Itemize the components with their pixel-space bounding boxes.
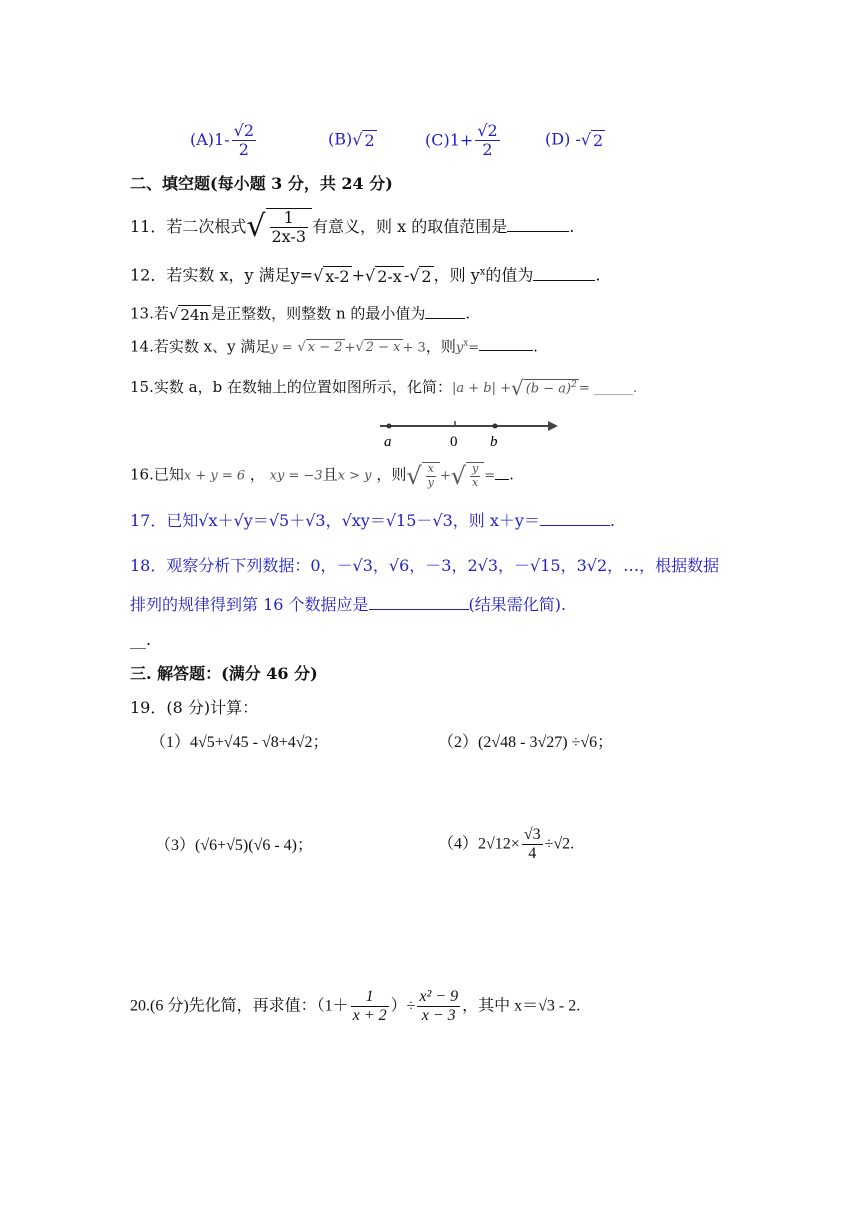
question-18-line1: 18．观察分析下列数据：0，－√3，√6，－3，2√3，－√15，3√2，…，根据数据	[130, 556, 720, 575]
section2-title: 二、填空题(每小题 3 分，共 24 分)	[130, 174, 393, 193]
question-15: 15.实数 a，b 在数轴上的位置如图所示，化简：|a + b| +√ $(b - a)^2$ = ______.	[130, 376, 637, 400]
label-b: b	[490, 434, 498, 450]
question-16: 16.已知x + y = 6 ， xy = −3且x > y ，则√ $\frac{x}{y}$ +√ $\frac{y}{x}$ = .	[130, 461, 514, 490]
question-14: 14.若实数 x、y 满足y = √ x − 2 +√ 2 − x + 3，则$y^x=$ .	[130, 337, 538, 356]
question-20: 20.(6 分)先化简，再求值：（1＋ $\frac{1}{x + 2}$ ）÷ $\frac{\text{x² − 9}}{x - 3}$ ，其中 x＝√3 - 2.	[130, 988, 581, 1025]
question-17: 17．已知√x＋√y＝√5＋√3，√xy＝√15－√3，则 x＋y＝ .	[130, 511, 615, 530]
question-19-part3: （3）(√6+√5)(√6 - 4)；	[155, 837, 314, 854]
question-11: 11．若二次根式√ $\frac{1}{2x-3}$ 有意义，则 x 的取值范围是 .	[130, 208, 575, 247]
question-19-title: 19．(8 分)计算：	[130, 698, 259, 717]
option-d: (D) -√ 2	[545, 129, 604, 150]
section3-title: 三. 解答题：(满分 46 分)	[130, 664, 318, 683]
question-19-part1: （1）4√5+√45 - √8+4√2；	[150, 734, 329, 751]
label-a: a	[384, 434, 392, 450]
question-12: 12．若实数 x，y 满足y=√ x-2 +√ 2-x -√ 2 ，则 $y^x$的值为 .	[130, 265, 601, 286]
question-18-line2: 排列的规律得到第 16 个数据应是 (结果需化简).	[130, 595, 567, 614]
question-19-part4: （4）2√12× $\frac{√3}{4}$ ÷√2.	[438, 826, 575, 863]
question-13: 13.若√ 24n 是正整数，则整数 n 的最小值为 .	[130, 304, 471, 324]
label-zero: 0	[450, 434, 458, 450]
question-18-line3: __.	[130, 630, 152, 649]
option-b: (B)√ 2	[328, 129, 375, 150]
option-c: (C)1+ $\frac{√2}{2}$	[425, 121, 498, 160]
number-line-figure	[380, 414, 565, 450]
option-a: (A)1- $\frac{√2}{2}$	[190, 121, 254, 160]
options-row	[190, 122, 258, 160]
question-19-part2: （2）(2√48 - 3√27) ÷√6；	[438, 734, 614, 751]
